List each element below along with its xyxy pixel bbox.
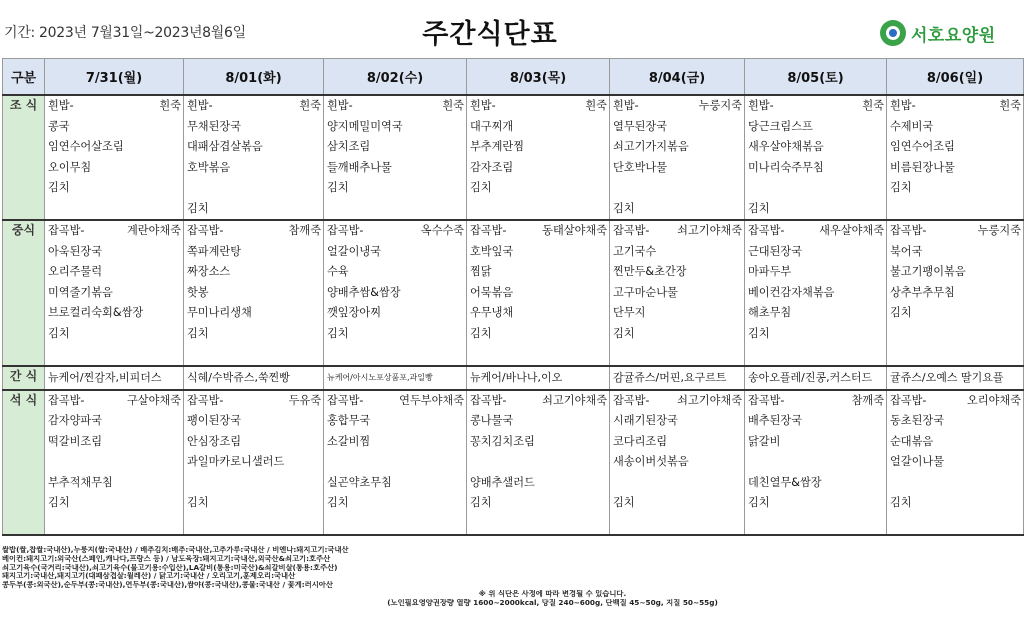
grain-line — [610, 391, 744, 412]
porridge-type: 새우살야채죽 — [819, 224, 884, 237]
dish-item: 비름된장나물 — [890, 160, 955, 174]
snack-item: 뉴케어/아시노포상품포,과일빵 — [327, 372, 433, 382]
dish-item: 실곤약초무침 — [327, 475, 392, 489]
dish-item: 김치 — [327, 326, 349, 340]
rice-type: 잡곡밥- — [470, 393, 507, 407]
dish-item: 김치 — [48, 181, 70, 194]
note-line: 돼지고기:국내산,돼지고기(대패삼겹살:월레산) / 닭고기:국내산 / 오리고기,훈제오리:국내산 — [2, 572, 296, 581]
dish-item: 미역줄기볶음 — [48, 285, 113, 299]
dish-item: 찜닭 — [470, 265, 492, 278]
rice-type: 잡곡밥- — [187, 393, 224, 407]
dish-item: 새송이버섯볶음 — [613, 455, 689, 468]
menu-cell — [184, 95, 324, 220]
snack-item: 뉴케어/바나나,이오 — [470, 370, 563, 384]
dish-item: 김치 — [748, 201, 770, 215]
menu-cell — [184, 220, 324, 366]
meal-row — [3, 95, 1024, 220]
dish-item: 김치 — [187, 201, 209, 215]
header — [0, 0, 1024, 58]
dish-item: 대패삼겹살볶음 — [187, 140, 263, 153]
dish-item: 미나리숙주무침 — [748, 160, 824, 174]
grain-line — [467, 96, 609, 117]
dish-item — [887, 473, 1023, 494]
meal-label: 간 식 — [3, 366, 45, 390]
menu-cell — [324, 220, 467, 366]
porridge-type: 누룽지죽 — [977, 224, 1021, 237]
menu-cell — [745, 95, 887, 220]
porridge-type: 흰죽 — [862, 99, 884, 112]
dish-item: 단호박나물 — [613, 160, 668, 174]
dish-item: 김치 — [890, 496, 912, 509]
grain-line — [324, 221, 466, 242]
snack-cell — [610, 366, 745, 390]
dish-item — [887, 199, 1023, 220]
day-header: 7/31(월) — [45, 59, 184, 96]
dish-item: 찐만두&초간장 — [613, 265, 687, 278]
meal-label: 중식 — [3, 220, 45, 366]
grain-line — [45, 391, 183, 412]
porridge-type: 구살야채죽 — [126, 393, 181, 407]
dish-item: 마파두부 — [748, 265, 792, 278]
dish-item: 부추계란찜 — [470, 140, 525, 153]
porridge-type: 흰죽 — [999, 99, 1021, 112]
dish-item: 코다리조림 — [613, 434, 668, 448]
dish-item — [745, 178, 886, 199]
dish-item: 김치 — [890, 306, 912, 319]
grain-line — [610, 96, 744, 117]
day-header-row — [3, 59, 1024, 96]
snack-cell — [45, 366, 184, 390]
dish-item — [184, 178, 323, 199]
dish-item — [745, 514, 886, 535]
grain-line — [324, 96, 466, 117]
dish-item: 아욱된장국 — [48, 244, 103, 258]
rice-type: 잡곡밥- — [613, 393, 650, 407]
dish-item: 김치 — [613, 496, 635, 509]
porridge-type: 흰죽 — [442, 99, 464, 112]
dish-item: 해초무침 — [748, 306, 792, 319]
menu-cell — [887, 390, 1024, 536]
porridge-type: 누룽지죽 — [698, 99, 742, 112]
dish-item — [324, 452, 466, 473]
dish-item: 수제비국 — [890, 119, 934, 133]
menu-cell — [45, 95, 184, 220]
porridge-type: 동태살야채죽 — [542, 224, 607, 237]
dish-item: 단무지 — [613, 306, 646, 319]
day-header: 8/05(토) — [745, 59, 887, 96]
dish-item: 김치 — [187, 326, 209, 340]
porridge-type: 연두부야채죽 — [399, 393, 464, 407]
dish-item: 깻잎장아찌 — [327, 306, 382, 319]
dish-item: 불고기팽이볶음 — [890, 265, 966, 278]
rice-type: 잡곡밥- — [48, 393, 85, 407]
dish-item: 양배추쌈&쌈장 — [327, 285, 401, 299]
dish-item: 새우살야채볶음 — [748, 140, 824, 153]
dish-item — [610, 514, 744, 535]
dish-item: 무채된장국 — [187, 119, 242, 133]
porridge-type: 쇠고기야채죽 — [542, 393, 607, 407]
dish-item: 열무된장국 — [613, 119, 668, 133]
note-line: 베이컨:돼지고기:외국산(스페인,캐나다,프랑스 등) / 남도육장:돼지고기:국내산,외국산&쇠고기:호주산 — [2, 554, 331, 563]
rice-type: 흰밥- — [187, 99, 213, 112]
rice-type: 흰밥- — [890, 99, 916, 112]
porridge-type: 참깨죽 — [851, 393, 884, 407]
weekly-menu-table — [2, 58, 1024, 536]
grain-line — [745, 391, 886, 412]
dish-item: 김치 — [748, 326, 770, 340]
dish-item: 근대된장국 — [748, 244, 803, 258]
dish-item — [45, 344, 183, 365]
dish-item: 순대볶음 — [890, 434, 934, 448]
porridge-type: 계란야채죽 — [126, 224, 181, 237]
note-line: 쇠고기육수(국거리:국내산),쇠고기육수(불고기용:수입산),LA갈비(통용:미국산)&쇠갈비살(통용:호주산) — [2, 563, 338, 572]
porridge-type: 오리야채죽 — [966, 393, 1021, 407]
dish-item: 데친열무&쌈장 — [748, 475, 822, 489]
dish-item: 과일마카로니샐러드 — [187, 455, 285, 468]
menu-cell — [887, 220, 1024, 366]
dish-item: 콩국 — [48, 119, 70, 133]
menu-cell — [324, 390, 467, 536]
note-line: 쌀밥(쌀,찹쌀:국내산),누룽지(쌀:국내산) / 배추김치:배추:국내산,고추가루:국내산 / 비엔나:돼지고기:국내산 — [2, 546, 349, 554]
menu-cell — [887, 95, 1024, 220]
dish-item: 팽이된장국 — [187, 414, 242, 427]
day-header: 8/01(화) — [184, 59, 324, 96]
porridge-type: 두유죽 — [288, 393, 321, 407]
dish-item: 우무냉채 — [470, 306, 514, 319]
dish-item — [610, 178, 744, 199]
dish-item: 양지메밀미역국 — [327, 119, 403, 133]
grain-line — [887, 391, 1023, 412]
dish-item — [610, 344, 744, 365]
porridge-type: 흰죽 — [159, 99, 181, 112]
dish-item: 쪽파계란탕 — [187, 244, 242, 258]
dish-item: 브로컬리숙회&쌈장 — [48, 306, 144, 319]
dish-item: 양배추샐러드 — [470, 475, 535, 489]
brand-logo — [880, 20, 996, 46]
gubun-header: 구분 — [3, 59, 45, 96]
dish-item: 부추적채무침 — [48, 475, 113, 489]
dish-item: 당근크림스프 — [748, 119, 813, 133]
meal-label: 조 식 — [3, 95, 45, 220]
period-text: 기간: 2023년 7월31일~2023년8월6일 — [4, 25, 246, 41]
dish-item: 동초된장국 — [890, 414, 945, 427]
dish-item — [324, 514, 466, 535]
porridge-type: 흰죽 — [585, 99, 607, 112]
snack-item: 송아오플레/진콩,커스터드 — [748, 370, 873, 384]
dish-item — [887, 514, 1023, 535]
dish-item: 콩나물국 — [470, 414, 514, 427]
porridge-type: 옥수수죽 — [420, 224, 464, 237]
meal-row — [3, 366, 1024, 390]
day-header: 8/04(금) — [610, 59, 745, 96]
brand-emblem-icon — [880, 20, 906, 46]
dish-item — [745, 452, 886, 473]
dish-item — [610, 473, 744, 494]
snack-cell — [467, 366, 610, 390]
dish-item: 김치 — [470, 181, 492, 194]
dish-item: 김치 — [327, 181, 349, 194]
porridge-type: 쇠고기야채죽 — [677, 224, 742, 237]
snack-item: 식혜/수박쥬스,쑥찐빵 — [187, 370, 290, 384]
day-header: 8/06(일) — [887, 59, 1024, 96]
dish-item — [45, 199, 183, 220]
rice-type: 흰밥- — [613, 99, 639, 112]
dish-item: 김치 — [748, 496, 770, 509]
dish-item: 오이무침 — [48, 160, 92, 174]
grain-line — [45, 221, 183, 242]
dish-item — [887, 344, 1023, 365]
rice-type: 흰밥- — [327, 99, 353, 112]
dish-item: 호박잎국 — [470, 244, 514, 258]
dish-item — [467, 514, 609, 535]
dish-item: 김치 — [48, 496, 70, 509]
rice-type: 잡곡밥- — [327, 224, 364, 237]
dish-item: 상추부추무침 — [890, 285, 955, 299]
grain-line — [184, 96, 323, 117]
meal-row — [3, 390, 1024, 536]
dish-item: 호박볶음 — [187, 160, 231, 174]
page-title: 주간식단표 — [422, 19, 558, 50]
grain-line — [324, 391, 466, 412]
rice-type: 잡곡밥- — [890, 224, 927, 237]
dish-item: 배추된장국 — [748, 414, 803, 427]
dish-item: 김치 — [613, 201, 635, 215]
dish-item — [45, 514, 183, 535]
rice-type: 흰밥- — [748, 99, 774, 112]
rice-type: 잡곡밥- — [748, 224, 785, 237]
snack-item: 감귤쥬스/머핀,요구르트 — [613, 370, 727, 384]
dish-item: 김치 — [187, 496, 209, 509]
grain-line — [184, 391, 323, 412]
dish-item: 감자양파국 — [48, 414, 103, 427]
dish-item: 핫봉 — [187, 285, 209, 299]
rice-type: 잡곡밥- — [187, 224, 224, 237]
menu-body — [3, 95, 1024, 535]
dish-item: 김치 — [327, 496, 349, 509]
dish-item — [45, 452, 183, 473]
rice-type: 흰밥- — [470, 99, 496, 112]
dish-item: 임연수어조림 — [890, 140, 955, 153]
dish-item: 김치 — [470, 326, 492, 340]
dish-item: 얼갈이나물 — [890, 455, 945, 468]
rice-type: 잡곡밥- — [470, 224, 507, 237]
dish-item: 고구마순나물 — [613, 285, 678, 299]
grain-line — [610, 221, 744, 242]
grain-line — [887, 221, 1023, 242]
note-line: 콩두부(콩:외국산),순두부(콩:국내산),연두부(콩:국내산),쌈야(콩:국내산),콩물:국내산 / 꽃게:러시아산 — [2, 581, 333, 590]
dish-item: 임연수어살조림 — [48, 140, 124, 153]
dish-item: 홍합무국 — [327, 414, 371, 427]
day-header: 8/02(수) — [324, 59, 467, 96]
grain-line — [745, 96, 886, 117]
porridge-type: 쇠고기야채죽 — [677, 393, 742, 407]
dish-item: 떡갈비조림 — [48, 434, 103, 448]
menu-cell — [745, 390, 887, 536]
dish-item: 얼갈이냉국 — [327, 244, 382, 258]
menu-cell — [324, 95, 467, 220]
day-header: 8/03(목) — [467, 59, 610, 96]
grain-line — [184, 221, 323, 242]
dish-item: 오리주물럭 — [48, 265, 103, 278]
porridge-type: 흰죽 — [299, 99, 321, 112]
snack-cell — [887, 366, 1024, 390]
rice-type: 잡곡밥- — [327, 393, 364, 407]
menu-cell — [610, 95, 745, 220]
snack-cell — [745, 366, 887, 390]
dish-item: 김치 — [470, 496, 492, 509]
dish-item — [467, 199, 609, 220]
dish-item: 김치 — [890, 181, 912, 194]
rice-type: 잡곡밥- — [748, 393, 785, 407]
menu-cell — [467, 220, 610, 366]
grain-line — [467, 391, 609, 412]
dish-item: 김치 — [48, 326, 70, 340]
dish-item: 짜장소스 — [187, 265, 231, 278]
grain-line — [887, 96, 1023, 117]
dish-item — [184, 514, 323, 535]
menu-cell — [610, 220, 745, 366]
menu-cell — [45, 390, 184, 536]
snack-item: 귤쥬스/오예스 딸기요플 — [890, 370, 1004, 384]
note-line: (노인필요영양권장량 열량 1600~2000kcal, 당질 240~600g, 단백질 45~50g, 지질 50~55g) — [387, 598, 718, 607]
dish-item: 꽁치김치조림 — [470, 434, 535, 448]
snack-cell — [184, 366, 324, 390]
dish-item: 시래기된장국 — [613, 414, 678, 427]
rice-type: 잡곡밥- — [890, 393, 927, 407]
menu-cell — [184, 390, 324, 536]
dish-item: 고기국수 — [613, 244, 657, 258]
snack-item: 뉴케어/찐감자,비피더스 — [48, 370, 162, 384]
note-line: ※ 위 식단은 사정에 따라 변경될 수 있습니다. — [478, 589, 627, 598]
grain-line — [45, 96, 183, 117]
dish-item: 수육 — [327, 265, 349, 278]
dish-item: 들깨배추나물 — [327, 160, 392, 174]
dish-item: 삼치조림 — [327, 140, 371, 153]
dish-item: 어묵볶음 — [470, 285, 514, 299]
dish-item — [324, 199, 466, 220]
meal-row — [3, 220, 1024, 366]
dish-item: 닭갈비 — [748, 434, 781, 448]
grain-line — [745, 221, 886, 242]
menu-cell — [610, 390, 745, 536]
dish-item: 대구찌개 — [470, 119, 514, 133]
dish-item — [887, 324, 1023, 345]
dish-item: 소갈비찜 — [327, 434, 371, 448]
dish-item: 북어국 — [890, 244, 923, 258]
dish-item — [324, 344, 466, 365]
dish-item — [745, 344, 886, 365]
dish-item: 베이컨감자채볶음 — [748, 285, 835, 299]
dish-item: 안심장조림 — [187, 434, 242, 448]
origin-notes — [2, 546, 1023, 608]
dish-item — [467, 344, 609, 365]
rice-type: 잡곡밥- — [613, 224, 650, 237]
rice-type: 흰밥- — [48, 99, 74, 112]
grain-line — [467, 221, 609, 242]
snack-cell — [324, 366, 467, 390]
meal-label: 석 식 — [3, 390, 45, 536]
menu-cell — [45, 220, 184, 366]
dish-item: 쇠고기가지볶음 — [613, 140, 689, 153]
dish-item: 감자조림 — [470, 160, 514, 174]
menu-cell — [745, 220, 887, 366]
dish-item: 김치 — [613, 326, 635, 340]
dish-item — [184, 344, 323, 365]
porridge-type: 참깨죽 — [288, 224, 321, 237]
dish-item — [184, 473, 323, 494]
brand-name: 서호요양원 — [911, 25, 996, 46]
menu-cell — [467, 390, 610, 536]
dish-item: 무미나리생채 — [187, 306, 252, 319]
dish-item — [467, 452, 609, 473]
menu-cell — [467, 95, 610, 220]
rice-type: 잡곡밥- — [48, 224, 85, 237]
